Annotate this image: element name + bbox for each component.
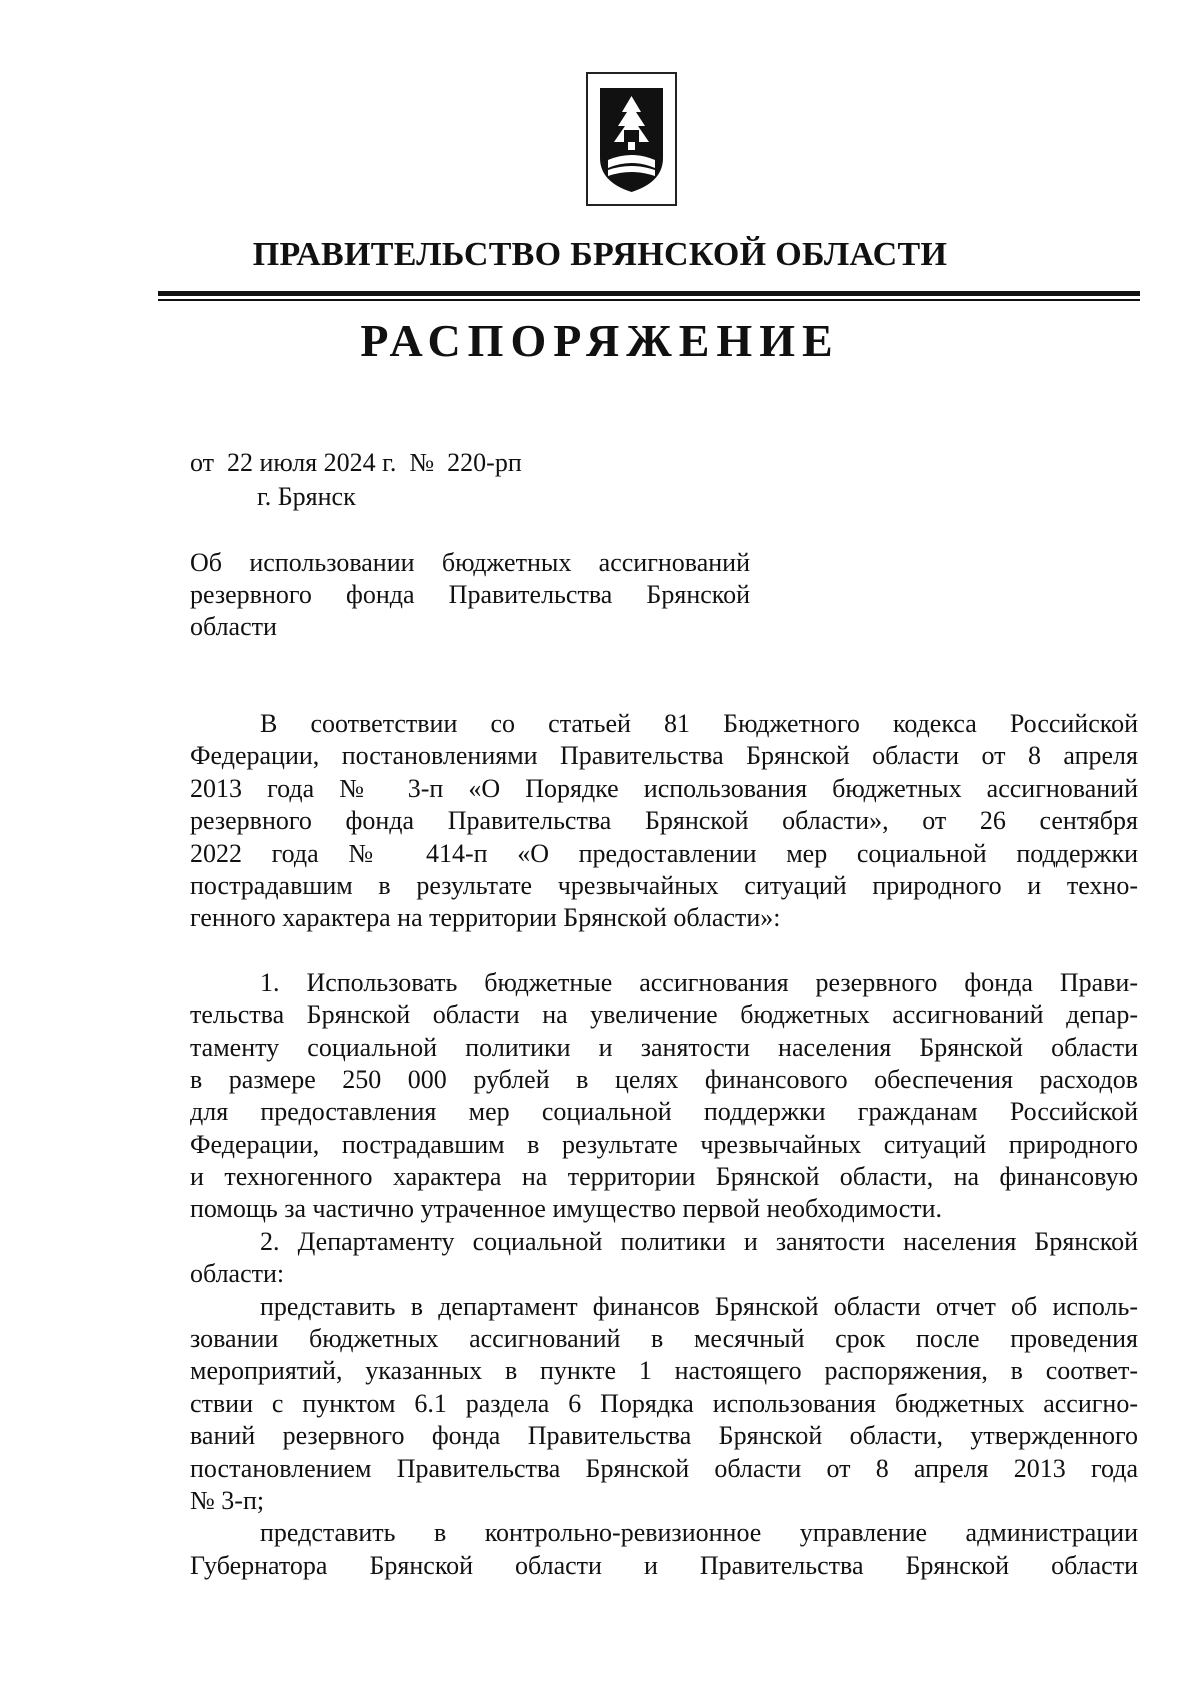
header-divider-thick [158,291,1140,296]
item1-line: помощь за частично утраченное имущество первой необходимости. [190,1194,943,1224]
item1-line: Федерации, пострадавшим в результате чрезвычайных ситуаций природного [190,1129,1138,1159]
preamble-line: Федерации, постановлениями Правительства Брянской области от 8 апреля [190,741,1138,771]
preamble-line: пострадавшим в результате чрезвычайных ситуаций природного и техно- [190,870,1138,900]
coat-of-arms-emblem [586,72,677,206]
item2-sub2-line: представить в контрольно-ревизионное управление администрации [260,1518,1138,1548]
item2-sub2-line: Губернатора Брянской области и Правительства Брянской области [190,1550,1138,1580]
item1-line: для предоставления мер социальной поддержки гражданам Российской [190,1097,1138,1127]
issue-city: г. Брянск [257,482,356,511]
item2-sub1-line: представить в департамент финансов Брянской области отчет об исполь- [260,1291,1138,1321]
item2-sub1-line: ваний резервного фонда Правительства Брянской области, утвержденного [190,1421,1138,1451]
document-subject [190,547,750,643]
item2-sub1-line: № 3-п; [190,1485,265,1515]
item1-line: 1. Использовать бюджетные ассигнования резервного фонда Прави- [260,967,1138,997]
preamble-line: резервного фонда Правительства Брянской области», от 26 сентября [190,806,1138,836]
preamble-line: 2022 года № 414-п «О предоставлении мер социальной поддержки [190,838,1138,868]
item2-line: 2. Департаменту социальной политики и занятости населения Брянской [260,1226,1138,1256]
subject-line: резервного фонда Правительства Брянской [190,580,750,609]
item2-sub1-line: постановлением Правительства Брянской области от 8 апреля 2013 года [190,1453,1138,1483]
preamble-line: генного характера на территории Брянской области»: [190,903,781,933]
item1-line: в размере 250 000 рублей в целях финансового обеспечения расходов [190,1064,1138,1094]
subject-line: области [190,612,277,641]
subject-line: Об использовании бюджетных ассигнований [190,548,750,577]
preamble-line: 2013 года № 3-п «О Порядке использования бюджетных ассигнований [190,773,1138,803]
paragraph-gap [190,935,1138,967]
document-body [190,708,1138,1582]
item1-line: тельства Брянской области на увеличение бюджетных ассигнований депар- [190,1000,1138,1030]
header-divider-thin [158,299,1140,301]
item2-sub1-line: мероприятий, указанных в пункте 1 настоящего распоряжения, в соответ- [190,1356,1138,1386]
item1-line: и техногенного характера на территории Брянской области, на финансовую [190,1162,1138,1192]
date-and-number: от 22 июля 2024 г. № 220-рп [190,448,522,477]
document-type-title: РАСПОРЯЖЕНИЕ [360,315,840,366]
preamble-line: В соответствии со статьей 81 Бюджетного кодекса Российской [260,709,1138,738]
item2-sub1-line: зовании бюджетных ассигнований в месячный срок после проведения [190,1324,1138,1354]
government-title: ПРАВИТЕЛЬСТВО БРЯНСКОЙ ОБЛАСТИ [252,236,948,273]
item2-sub1-line: ствии с пунктом 6.1 раздела 6 Порядка использования бюджетных ассигно- [190,1388,1138,1418]
item2-line: области: [190,1259,285,1289]
item1-line: таменту социальной политики и занятости населения Брянской области [190,1032,1138,1062]
coat-of-arms-icon [594,80,669,198]
